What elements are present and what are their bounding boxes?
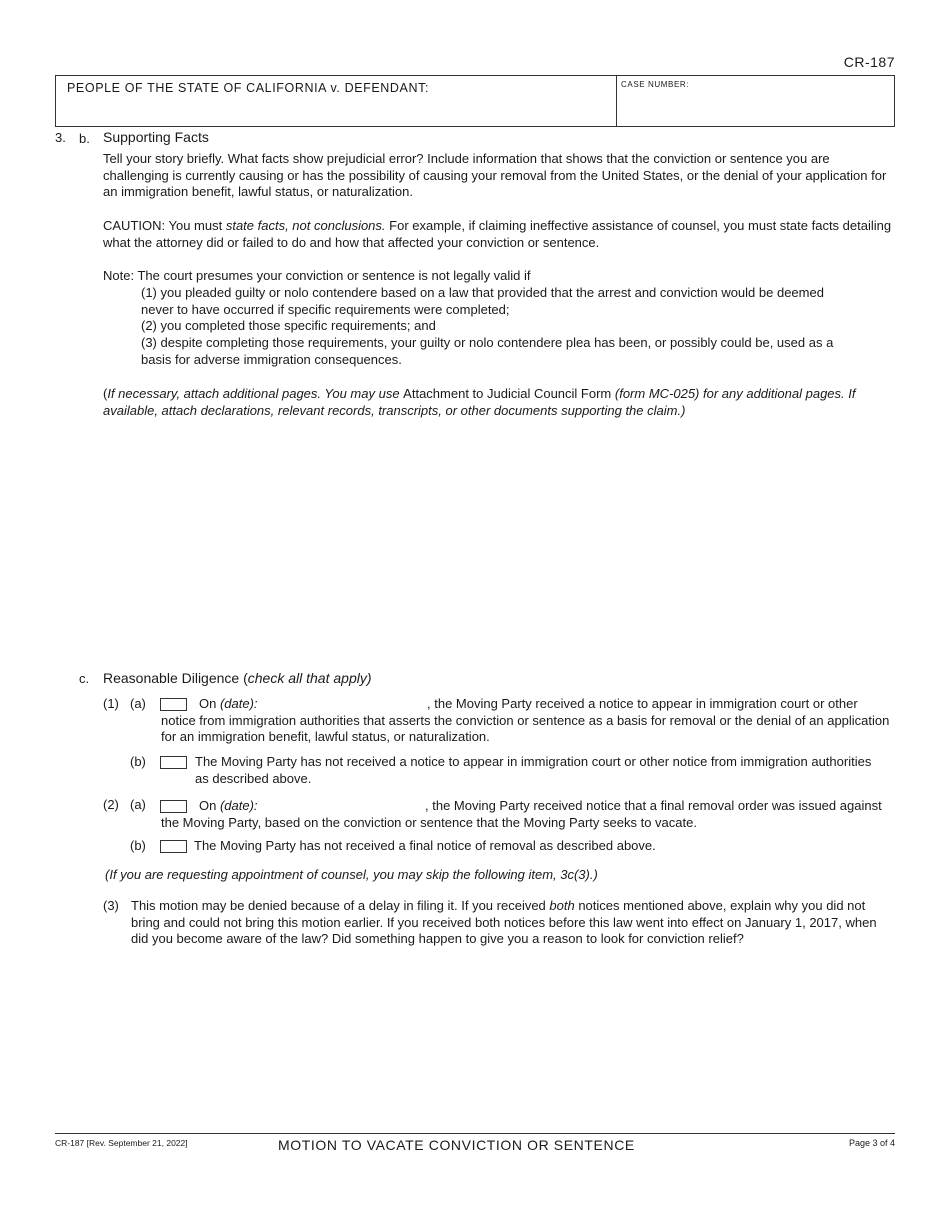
diligence-answer-area[interactable] — [103, 955, 893, 1125]
item-letter-b: b. — [79, 131, 90, 146]
case-number-label: CASE NUMBER: — [621, 80, 690, 89]
item-c1a-letter: (a) — [130, 696, 146, 711]
footer-page-number: Page 3 of 4 — [848, 1138, 895, 1148]
item-c1-number: (1) — [103, 696, 119, 711]
attach-italic-2: (form MC-025) for any additional pages. If available, attach declarations, relevant records, transcripts, or other documents supporting the claim.) — [103, 386, 856, 418]
attach-italic-1: If necessary, attach additional pages. You may use — [107, 386, 404, 401]
note-item-2: (2) you completed those specific requirements; and — [141, 318, 436, 333]
attachment-instructions — [103, 386, 893, 419]
supporting-facts-answer-area[interactable] — [103, 424, 893, 664]
item-c2-number: (2) — [103, 797, 119, 812]
caution-prefix: CAUTION: You must — [103, 218, 226, 233]
note-item-3: (3) despite completing those requirements, your guilty or nolo contendere plea has been, or possibly could be, used as a basis for adverse immigration consequences. — [141, 335, 834, 367]
heading-text: Reasonable Diligence ( — [103, 670, 248, 686]
c1a-text: , the Moving Party received a notice to appear in immigration court or other notice from immigration authorities that asserts the conviction or sentence as a basis for removal or the denial of an application for an immigration benefit, lawful status, or naturalization. — [161, 696, 890, 744]
footer-divider — [55, 1133, 895, 1134]
checkbox-c1b[interactable] — [160, 756, 187, 769]
caution-rest: For example, if claiming ineffective assistance of counsel, you must state facts detailing what the attorney did or failed to do and how that affected your conviction or sentence. — [103, 218, 892, 250]
attach-form-name: Attachment to Judicial Council Form — [403, 386, 612, 401]
supporting-facts-intro: Tell your story briefly. What facts show prejudicial error? Include information that shows that the conviction or sentence you are challenging is currently causing or has the possibility of causing your removal from the United States, or the denial of your application for an immigration benefit, lawful status, or naturalization. — [103, 151, 887, 199]
item-letter-c: c. — [79, 671, 90, 686]
skip-counsel-note: (If you are requesting appointment of counsel, you may skip the following item, 3c(3).) — [105, 867, 598, 882]
caption-party-field[interactable] — [56, 76, 617, 126]
note-item-1: (1) you pleaded guilty or nolo contendere based on a law that provided that the arrest and conviction would be deemed never to have occurred if specific requirements were completed; — [141, 285, 824, 317]
c3-rest: notices mentioned above, explain why you did not bring and could not bring this motion earlier. If you received both notices before this law went into effect on January 1, 2017, when did you become aware of the law? Did something happen to give you a reason to look for conviction relief? — [131, 898, 877, 946]
item-c1b-letter: (b) — [130, 754, 146, 769]
case-caption-box — [55, 75, 895, 127]
footer-form-title: MOTION TO VACATE CONVICTION OR SENTENCE — [278, 1137, 635, 1153]
date-label: (date): — [219, 798, 258, 813]
item-c3-number: (3) — [103, 898, 119, 913]
item-number-3: 3. — [55, 130, 66, 145]
footer-form-revision: CR-187 [Rev. September 21, 2022] — [55, 1138, 188, 1148]
caution-paragraph — [103, 218, 893, 251]
c3-emphasis: both — [549, 898, 575, 913]
date-label: (date): — [219, 696, 258, 711]
heading-italic: check all that apply) — [247, 670, 372, 686]
reasonable-diligence-heading — [103, 670, 372, 686]
c2a-text: , the Moving Party received notice that a final removal order was issued against the Moving Party, based on the conviction or sentence that the Moving Party seeks to vacate. — [161, 798, 882, 830]
c3-prefix: This motion may be denied because of a delay in filing it. If you received — [131, 898, 550, 913]
on-text: On — [199, 798, 220, 813]
c3-text — [131, 898, 893, 948]
c1b-text: The Moving Party has not received a notice to appear in immigration court or other notice from immigration authorities as described above. — [195, 754, 872, 786]
caption-title: PEOPLE OF THE STATE OF CALIFORNIA v. DEFENDANT: — [67, 81, 430, 95]
item-c2a-letter: (a) — [130, 797, 146, 812]
checkbox-c2b[interactable] — [160, 840, 187, 853]
supporting-facts-heading: Supporting Facts — [103, 129, 209, 145]
c2b-text: The Moving Party has not received a final notice of removal as described above. — [194, 838, 656, 853]
attach-open: ( — [103, 386, 108, 401]
on-text: On — [199, 696, 220, 711]
note-intro: Note: The court presumes your conviction or sentence is not legally valid if — [103, 268, 531, 283]
caution-emphasis: state facts, not conclusions. — [225, 218, 386, 233]
item-c2b-letter: (b) — [130, 838, 146, 853]
form-number: CR-187 — [843, 54, 895, 70]
